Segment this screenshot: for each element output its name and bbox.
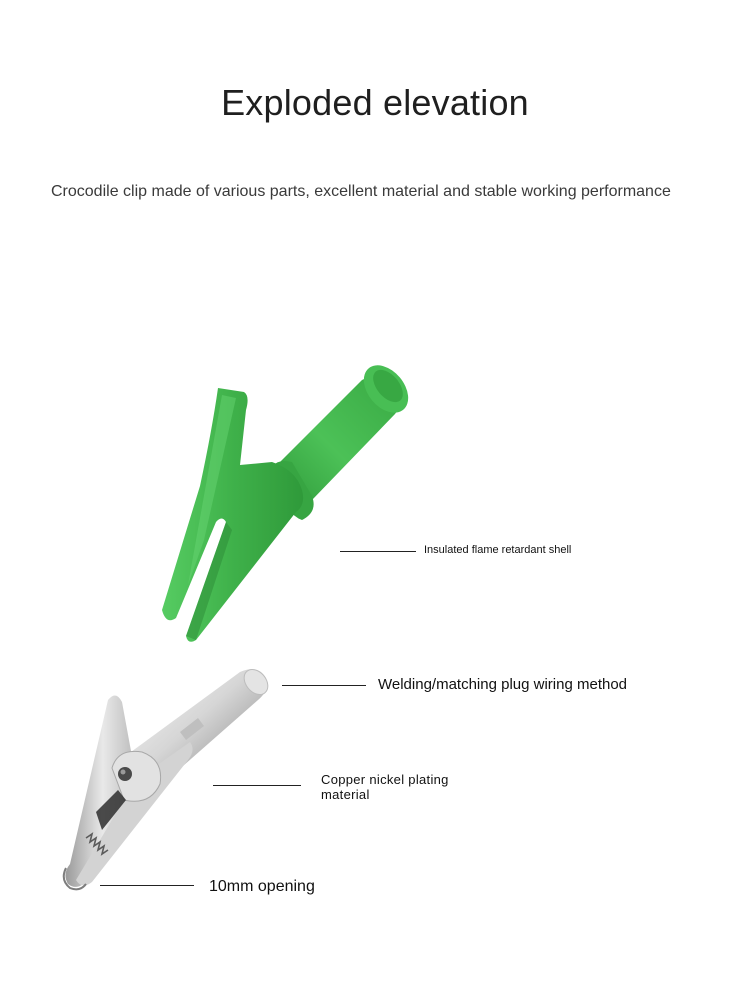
welding-callout: Welding/matching plug wiring method [378,676,628,693]
subtitle: Crocodile clip made of various parts, excellent material and stable working performance [51,183,671,200]
welding-leader-line [282,685,366,686]
metal-rivet [118,767,132,781]
opening-leader-line [100,885,194,886]
copper-leader-line [213,785,301,786]
opening-callout: 10mm opening [209,878,315,895]
metal-clip-part [64,665,273,889]
shell-body [162,388,303,642]
shell-callout: Insulated flame retardant shell [424,544,572,556]
copper-callout: Copper nickel plating material [321,772,449,802]
page-title: Exploded elevation [221,82,529,123]
insulated-shell-part [162,357,417,642]
shell-leader-line [340,551,416,552]
